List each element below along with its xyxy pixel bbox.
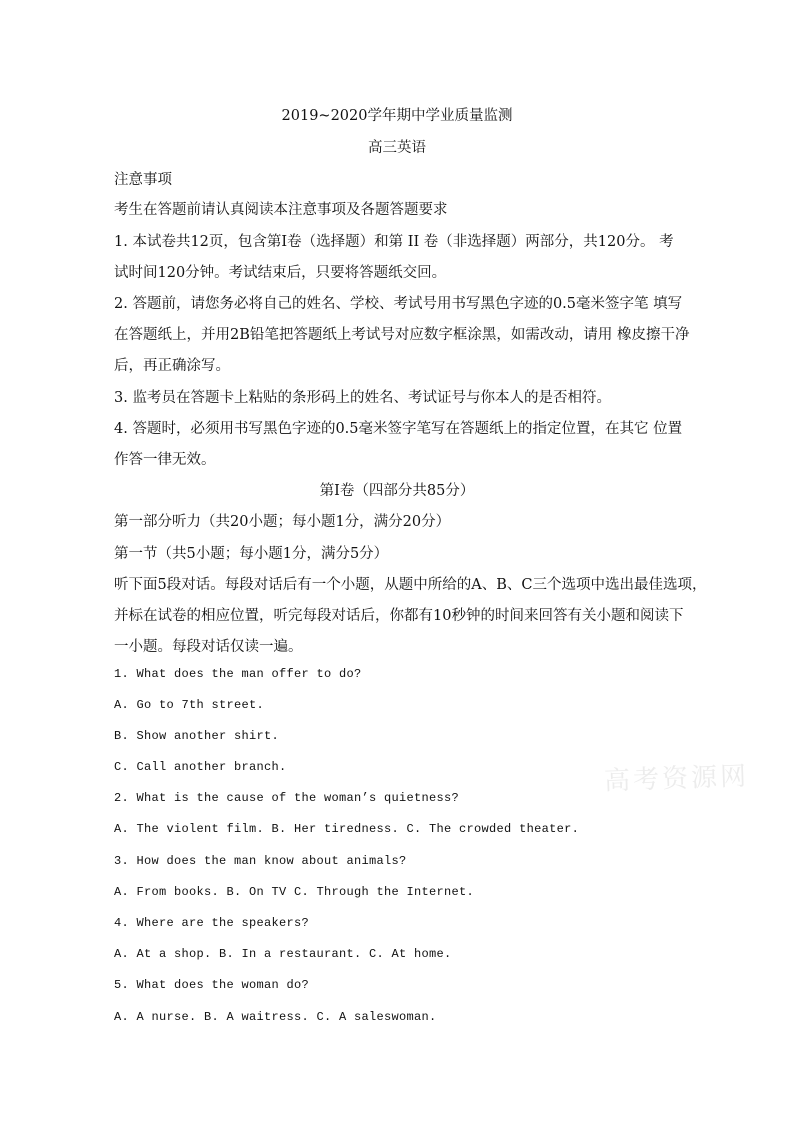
exam-subject: 高三英语 bbox=[368, 140, 426, 156]
question-2: 2. What is the cause of the woman’s quietness? bbox=[114, 791, 460, 805]
subsection-title: 第一节（共5小题；每小题1分，满分5分） bbox=[114, 546, 389, 562]
question-1-option-a: A. Go to 7th street. bbox=[114, 698, 265, 712]
question-4: 4. Where are the speakers? bbox=[114, 916, 310, 930]
notice-item-2-line-1: 2. 答题前，请您务必将自己的姓名、学校、考试号用书写黑色字迹的0.5毫米签字笔 填写 bbox=[114, 296, 683, 312]
notice-heading: 注意事项 bbox=[114, 172, 172, 188]
volume-title: 第Ⅰ卷（四部分共85分） bbox=[319, 483, 475, 499]
question-1-option-c: C. Call another branch. bbox=[114, 760, 287, 774]
question-1-option-b: B. Show another shirt. bbox=[114, 729, 280, 743]
notice-intro: 考生在答题前请认真阅读本注意事项及各题答题要求 bbox=[114, 202, 448, 218]
watermark: 高考资源网 bbox=[603, 761, 750, 797]
notice-item-4-line-2: 作答一律无效。 bbox=[114, 452, 216, 468]
question-3: 3. How does the man know about animals? bbox=[114, 854, 407, 868]
question-4-options: A. At a shop. B. In a restaurant. C. At home. bbox=[114, 947, 452, 961]
instructions-line-3: 一小题。每段对话仅读一遍。 bbox=[114, 639, 303, 655]
instructions-line-1: 听下面5段对话。每段对话后有一个小题，从题中所给的A、B、C三个选项中选出最佳选项， bbox=[114, 577, 707, 593]
question-2-options: A. The violent film. B. Her tiredness. C. The crowded theater. bbox=[114, 822, 580, 836]
notice-item-3-line-1: 3. 监考员在答题卡上粘贴的条形码上的姓名、考试证号与你本人的是否相符。 bbox=[114, 390, 611, 406]
question-3-options: A. From books. B. On TV C. Through the Internet. bbox=[114, 885, 475, 899]
notice-item-2-line-2: 在答题纸上，并用2B铅笔把答题纸上考试号对应数字框涂黑，如需改动，请用 橡皮擦干净 bbox=[114, 327, 690, 343]
notice-item-1-line-2: 试时间120分钟。考试结束后，只要将答题纸交回。 bbox=[114, 265, 447, 281]
question-1: 1. What does the man offer to do? bbox=[114, 667, 362, 681]
exam-title: 2019~2020学年期中学业质量监测 bbox=[281, 108, 513, 124]
notice-item-1-line-1: 1. 本试卷共12页，包含第Ⅰ卷（选择题）和第 II 卷（非选择题）两部分，共120分。 考 bbox=[114, 234, 674, 250]
question-5-options: A. A nurse. B. A waitress. C. A saleswoman. bbox=[114, 1010, 437, 1024]
part-title: 第一部分听力（共20小题；每小题1分，满分20分） bbox=[114, 514, 451, 530]
notice-item-4-line-1: 4. 答题时，必须用书写黑色字迹的0.5毫米签字笔写在答题纸上的指定位置，在其它 位置 bbox=[114, 421, 683, 437]
instructions-line-2: 并标在试卷的相应位置，听完每段对话后，你都有10秒钟的时间来回答有关小题和阅读下 bbox=[114, 608, 684, 624]
question-5: 5. What does the woman do? bbox=[114, 978, 310, 992]
notice-item-2-line-3: 后，再正确涂写。 bbox=[114, 358, 230, 374]
